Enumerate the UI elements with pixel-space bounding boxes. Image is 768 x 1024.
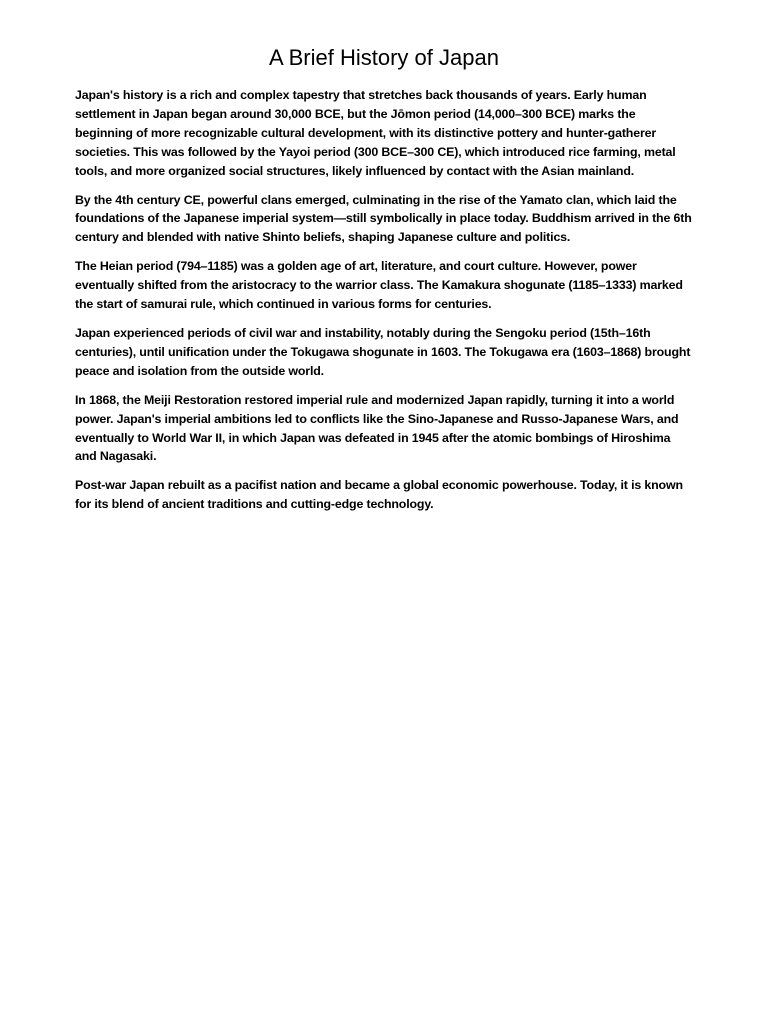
paragraph-intro: Japan's history is a rich and complex tapestry that stretches back thousands of years. Early human settlement in Japan began around 30,000 BCE, but the Jōmon period (14,000–300 BCE) marks the beginning of more recognizable cultural development, with its distinctive pottery and hunter-gatherer societies. This was followed by the Yayoi period (300 BCE–300 CE), which introduced rice farming, metal tools, and more organized social structures, likely influenced by contact with the Asian mainland. — [75, 88, 676, 178]
paragraph-post-war: Post-war Japan rebuilt as a pacifist nation and became a global economic powerhouse. Today, it is known for its blend of ancient traditions and cutting-edge technology. — [75, 478, 683, 512]
paragraph-sengoku-tokugawa: Japan experienced periods of civil war and instability, notably during the Sengoku period (15th–16th centuries), until unification under the Tokugawa shogunate in 1603. The Tokugawa era (1603–1868) brought peace and isolation from the outside world. — [75, 325, 691, 378]
paragraph-heian-kamakura: The Heian period (794–1185) was a golden age of art, literature, and court culture. However, power eventually shifted from the aristocracy to the warrior class. The Kamakura shogunate (1185–1333) marked the start of samurai rule, which continued in various forms for centuries. — [75, 259, 683, 312]
paragraph-yamato-buddhism: By the 4th century CE, powerful clans emerged, culminating in the rise of the Yamato clan, which laid the foundations of the Japanese imperial system—still symbolically in place today. Buddhism arrived in the 6th century and blended with native Shinto beliefs, shaping Japanese culture and politics. — [75, 192, 692, 245]
paragraph-meiji-ww2: In 1868, the Meiji Restoration restored imperial rule and modernized Japan rapidly, turning it into a world power. Japan's imperial ambitions led to conflicts like the Sino-Japanese and Russo-Japanese Wars, and eventually to World War II, in which Japan was defeated in 1945 after the atomic bombings of Hiroshima and Nagasaki. — [75, 392, 679, 464]
page-title: A Brief History of Japan — [269, 45, 499, 70]
document-body — [75, 86, 695, 524]
